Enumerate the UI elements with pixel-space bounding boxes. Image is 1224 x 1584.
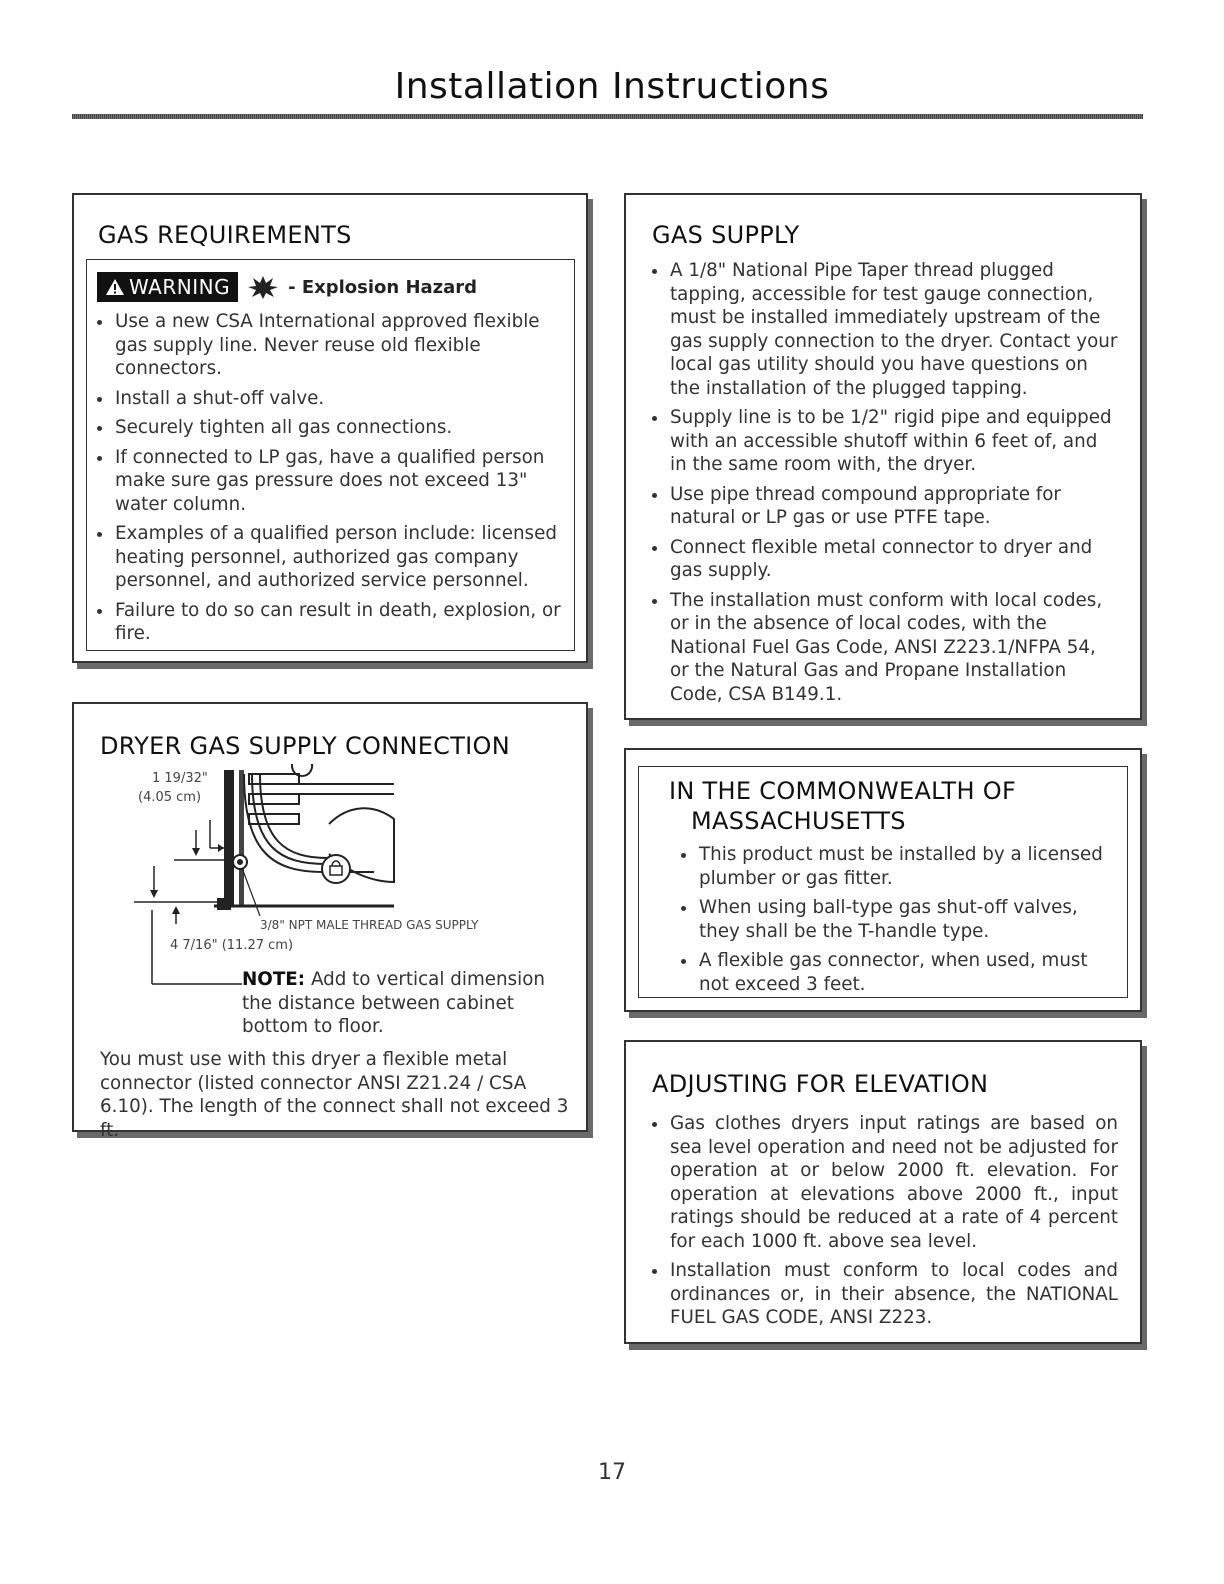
page-title: Installation Instructions [394, 66, 830, 107]
list-item: Installation must conform to local codes and ordinances or, in their absence, the NATIONAL FUEL GAS CODE, ANSI Z223. [648, 1259, 1118, 1330]
list-item: Securely tighten all gas connections. [93, 416, 566, 440]
dryer-connection-box [72, 702, 588, 1141]
list-item: If connected to LP gas, have a qualified person make sure gas pressure does not exceed 13" water column. [93, 446, 566, 517]
gas-supply-label: 3/8" NPT MALE THREAD GAS SUPPLY [260, 918, 479, 932]
list-item: Use a new CSA International approved flexible gas supply line. Never reuse old flexible connectors. [93, 310, 566, 381]
dim-top-inches: 1 19/32" [152, 771, 208, 786]
note-text: Add to vertical dimension the distance between cabinet bottom to floor. [242, 969, 545, 1037]
warning-row [97, 272, 566, 302]
dim-top-cm: (4.05 cm) [138, 790, 202, 805]
list-item: When using ball-type gas shut-off valves, they shall be the T-handle type. [677, 896, 1117, 943]
title-rule [72, 114, 1143, 119]
note-label: NOTE: [242, 969, 306, 990]
dryer-connection-body: You must use with this dryer a flexible metal connector (listed connector ANSI Z21.24 / CSA 6.10). The length of the connect shall not exceed 3 ft. [100, 1049, 569, 1141]
list-item: Gas clothes dryers input ratings are based on sea level operation and need not be adjusted for operation at or below 2000 ft. elevation. For operation at elevations above 2000 ft., input ratings should be reduced at a rate of 4 percent for each 1000 ft. above sea level. [648, 1112, 1118, 1253]
warning-label: WARNING [129, 275, 231, 299]
massachusetts-heading-line2: MASSACHUSETTS [691, 807, 906, 835]
dryer-connection-heading: DRYER GAS SUPPLY CONNECTION [100, 732, 511, 760]
gas-requirements-list [93, 310, 566, 646]
page-number: 17 [598, 1460, 626, 1485]
list-item: This product must be installed by a licensed plumber or gas fitter. [677, 843, 1117, 890]
list-item: The installation must conform with local codes, or in the absence of local codes, with the National Fuel Gas Code, ANSI Z223.1/NFPA 54, or the Natural Gas and Propane Installation Code, CSA B149.1. [648, 589, 1118, 707]
list-item: Examples of a qualified person include: licensed heating personnel, authorized gas company personnel, and authorized service personnel. [93, 522, 566, 593]
list-item: Failure to do so can result in death, explosion, or fire. [93, 599, 566, 646]
warning-panel [86, 259, 575, 651]
gas-supply-box [624, 193, 1142, 720]
elevation-heading: ADJUSTING FOR ELEVATION [652, 1070, 989, 1098]
massachusetts-inner-frame [638, 766, 1128, 998]
diagram-note [242, 968, 562, 1039]
massachusetts-heading-line1: IN THE COMMONWEALTH OF [669, 777, 1017, 805]
list-item: Use pipe thread compound appropriate for natural or LP gas or use PTFE tape. [648, 483, 1118, 530]
list-item: A flexible gas connector, when used, must not exceed 3 feet. [677, 949, 1117, 996]
list-item: A 1/8" National Pipe Taper thread plugged tapping, accessible for test gauge connection, must be installed immediately upstream of the gas supply connection to the dryer. Contact your local gas utility should you have questions on the installation of the plugged tapping. [648, 259, 1118, 400]
gas-requirements-heading: GAS REQUIREMENTS [98, 221, 352, 249]
warning-triangle-icon [105, 278, 125, 296]
elevation-box [624, 1040, 1142, 1344]
gas-supply-heading: GAS SUPPLY [652, 221, 800, 249]
warning-badge [97, 272, 238, 302]
explosion-icon [246, 274, 280, 300]
gas-requirements-box [72, 193, 588, 663]
list-item: Install a shut-off valve. [93, 387, 566, 411]
warning-title: - Explosion Hazard [288, 276, 478, 298]
dim-bottom: 4 7/16" (11.27 cm) [170, 938, 294, 953]
gas-supply-list [648, 259, 1118, 712]
massachusetts-box [624, 748, 1142, 1012]
massachusetts-list [677, 843, 1117, 1002]
elevation-list [648, 1112, 1118, 1336]
list-item: Supply line is to be 1/2" rigid pipe and equipped with an accessible shutoff within 6 feet of, and in the same room with, the dryer. [648, 406, 1118, 477]
list-item: Connect flexible metal connector to dryer and gas supply. [648, 536, 1118, 583]
